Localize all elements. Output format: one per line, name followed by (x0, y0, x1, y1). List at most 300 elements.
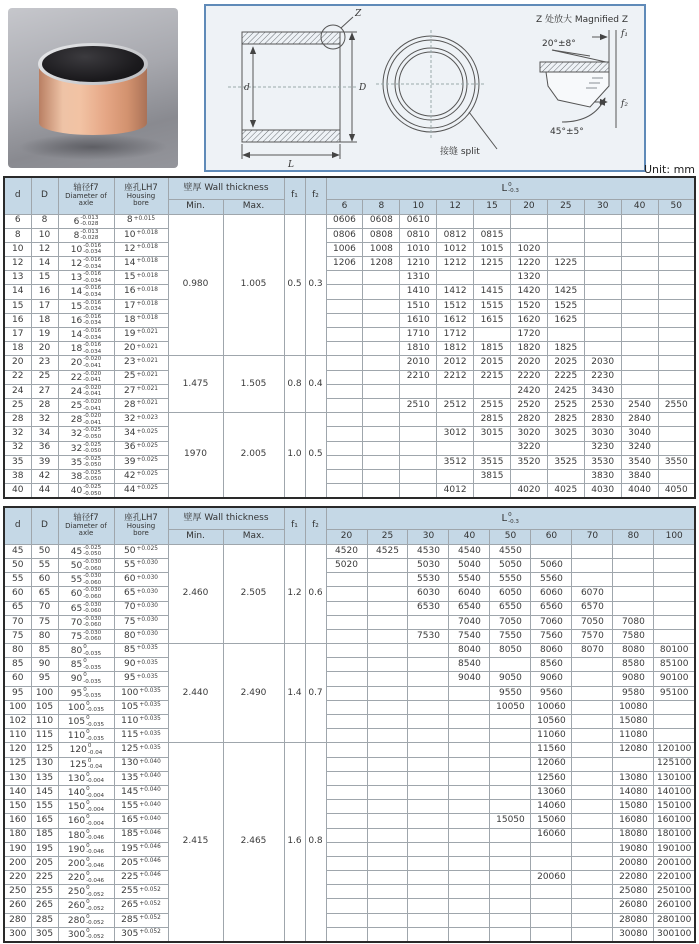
cell-length-code: 7080 (613, 615, 654, 629)
table-row (4, 871, 695, 885)
cell-length-code (547, 271, 584, 285)
col-header-min: Min. (168, 199, 223, 214)
cell-length-code (531, 927, 572, 942)
cell-bore (114, 469, 168, 483)
cell-length-code (326, 828, 367, 842)
tolerance-stack (86, 928, 104, 941)
bore-tolerance: +0.030 (136, 617, 158, 624)
cell-d: 40 (4, 484, 31, 499)
tolerance-upper: 0 (86, 885, 90, 892)
axle-value: 250 (67, 887, 86, 898)
cell-length-code: 3040 (621, 427, 658, 441)
tolerance-stack (83, 314, 101, 327)
cell-length-code (449, 800, 490, 814)
cell-length-code: 6060 (531, 587, 572, 601)
cell-length-code (490, 885, 531, 899)
col-header-length: 40 (621, 199, 658, 214)
cell-bore (114, 686, 168, 700)
cell-length-code: 180100 (654, 828, 695, 842)
cell-length-code (437, 441, 474, 455)
table-row (4, 242, 695, 256)
cell-length-code: 220100 (654, 871, 695, 885)
cell-length-code: 7060 (531, 615, 572, 629)
cell-f1: 1.6 (284, 743, 305, 942)
tolerance-upper: 0 (86, 785, 90, 792)
tolerance-lower: -0.004 (86, 806, 105, 813)
cell-length-code (367, 615, 408, 629)
cell-length-code: 1006 (326, 242, 363, 256)
bore-value: 110 (121, 715, 139, 726)
table-row (4, 484, 695, 499)
cell-length-code (326, 785, 367, 799)
cell-bore (114, 842, 168, 856)
cell-d: 15 (4, 299, 31, 313)
table-row (4, 455, 695, 469)
bore-tolerance: +0.052 (139, 929, 161, 936)
cell-length-code (367, 658, 408, 672)
cell-D: 85 (31, 644, 58, 658)
table-row (4, 729, 695, 743)
cell-length-code (613, 601, 654, 615)
cell-length-code (531, 899, 572, 913)
cell-length-code: 0608 (363, 214, 400, 228)
dim-label-D: D (359, 83, 367, 93)
cell-length-code: 3550 (658, 455, 695, 469)
cell-length-code: 1620 (510, 313, 547, 327)
cell-length-code: 1612 (437, 313, 474, 327)
tolerance-lower: -0.052 (86, 920, 105, 927)
cell-length-code (490, 658, 531, 672)
cell-axle (58, 370, 114, 384)
bore-value: 75 (124, 616, 136, 627)
cell-length-code: 5530 (408, 573, 449, 587)
cell-length-code (531, 856, 572, 870)
cell-length-code (363, 455, 400, 469)
cell-length-code (490, 715, 531, 729)
tolerance-upper: 0 (83, 644, 87, 651)
cell-length-code (572, 842, 613, 856)
cell-bore (114, 285, 168, 299)
tolerance-upper: -0.013 (80, 214, 99, 221)
bore-value: 42 (124, 470, 136, 481)
cell-length-code (326, 427, 363, 441)
cell-axle (58, 356, 114, 370)
header-line: axle (78, 529, 94, 538)
cell-length-code (572, 856, 613, 870)
cell-length-code: 1215 (474, 257, 511, 271)
table-row (4, 771, 695, 785)
cell-bore (114, 785, 168, 799)
cell-wall-min: 1.475 (168, 356, 223, 413)
cell-D: 10 (31, 228, 58, 242)
header-row-1 (4, 507, 695, 529)
cell-bore (114, 342, 168, 356)
cell-D: 14 (31, 257, 58, 271)
tolerance-stack (83, 413, 101, 426)
header-line: Diameter of (65, 522, 107, 531)
cell-length-code: 7580 (613, 629, 654, 643)
bore-value: 19 (124, 328, 136, 339)
cell-length-code (326, 413, 363, 427)
cell-length-code: 3015 (474, 427, 511, 441)
cell-length-code (326, 398, 363, 412)
cell-length-code (367, 856, 408, 870)
cell-length-code (584, 299, 621, 313)
cell-length-code (400, 384, 437, 398)
axle-value: 220 (67, 873, 86, 884)
tolerance-upper: 0 (86, 800, 90, 807)
cell-length-code: 2025 (547, 356, 584, 370)
cell-length-code: 85100 (654, 658, 695, 672)
bore-tolerance: +0.035 (136, 673, 158, 680)
table-body (4, 214, 695, 498)
cell-length-code: 15060 (531, 814, 572, 828)
cell-length-code (449, 686, 490, 700)
table-row (4, 800, 695, 814)
magnified-z-title: Z 处放大 Magnified Z (536, 15, 629, 25)
cell-bore (114, 558, 168, 572)
header-line: 轴径f7 (73, 182, 99, 193)
tolerance-stack (508, 182, 519, 195)
cell-length-code (474, 384, 511, 398)
cell-length-code: 1210 (400, 257, 437, 271)
cell-length-code (367, 672, 408, 686)
bushing-bore (42, 46, 144, 82)
tolerance-stack (83, 644, 101, 657)
cell-axle (58, 644, 114, 658)
cell-length-code: 300100 (654, 927, 695, 942)
tolerance-lower: -0.3 (508, 518, 519, 525)
cell-length-code (572, 899, 613, 913)
tolerance-upper: 0 (86, 842, 90, 849)
cell-length-code: 1206 (326, 257, 363, 271)
bore-value: 32 (124, 414, 136, 424)
cell-length-code: 4540 (449, 544, 490, 558)
cell-axle (58, 228, 114, 242)
bore-tolerance: +0.030 (136, 631, 158, 638)
header-line: 座孔LH7 (124, 513, 158, 524)
tolerance-lower: -0.034 (83, 263, 102, 270)
cell-D: 36 (31, 441, 58, 455)
cell-bore (114, 328, 168, 342)
cell-length-code (584, 257, 621, 271)
cell-axle (58, 601, 114, 615)
bore-value: 125 (121, 744, 139, 755)
cell-length-code (584, 328, 621, 342)
cell-length-code (326, 629, 367, 643)
cell-length-code (654, 615, 695, 629)
bore-tolerance: +0.052 (139, 900, 161, 907)
bore-value: 25 (124, 371, 136, 382)
cell-bore (114, 700, 168, 714)
cell-bore (114, 356, 168, 370)
cell-length-code (367, 558, 408, 572)
cell-length-code: 4040 (621, 484, 658, 499)
cell-length-code (510, 214, 547, 228)
axle-value: 28 (70, 415, 83, 426)
cell-length-code (621, 356, 658, 370)
cell-length-code: 4020 (510, 484, 547, 499)
tolerance-upper: 0 (86, 771, 90, 778)
col-header-max: Max. (223, 529, 284, 544)
cell-axle (58, 285, 114, 299)
cell-length-code: 10080 (613, 700, 654, 714)
cell-length-code: 1815 (474, 342, 511, 356)
cell-length-code: 6540 (449, 601, 490, 615)
cell-D: 105 (31, 700, 58, 714)
table-row (4, 544, 695, 558)
cell-length-code: 2820 (510, 413, 547, 427)
cell-f2: 0.3 (305, 214, 326, 356)
cell-length-code (326, 757, 367, 771)
cell-axle (58, 927, 114, 942)
cell-length-code (547, 328, 584, 342)
tolerance-stack (86, 814, 104, 827)
cell-length-code (474, 214, 511, 228)
cell-length-code: 9040 (449, 672, 490, 686)
cell-length-code (572, 771, 613, 785)
cell-wall-max: 2.005 (223, 413, 284, 499)
angle-chamfer-label: 45°±5° (550, 127, 584, 137)
bore-tolerance: +0.040 (139, 801, 161, 808)
cell-length-code: 3220 (510, 441, 547, 455)
axle-value: 45 (70, 546, 83, 557)
col-header-D: D (31, 507, 58, 544)
cell-length-code: 16060 (531, 828, 572, 842)
cell-D: 125 (31, 743, 58, 757)
tolerance-lower: -0.060 (83, 593, 102, 600)
cell-length-code (326, 615, 367, 629)
cell-axle (58, 785, 114, 799)
cell-length-code (531, 842, 572, 856)
cell-axle (58, 658, 114, 672)
bore-value: 105 (121, 701, 139, 712)
cell-length-code (531, 913, 572, 927)
tolerance-upper: 0 (86, 913, 90, 920)
bore-tolerance: +0.025 (136, 546, 158, 553)
axle-value: 125 (69, 759, 87, 770)
cell-d: 95 (4, 686, 31, 700)
cell-length-code: 13060 (531, 785, 572, 799)
cell-axle (58, 484, 114, 499)
cell-length-code: 2815 (474, 413, 511, 427)
bore-value: 18 (124, 314, 136, 325)
cell-bore (114, 427, 168, 441)
cell-length-code (490, 856, 531, 870)
cell-axle (58, 899, 114, 913)
cell-length-code (449, 927, 490, 942)
cell-length-code: 2020 (510, 356, 547, 370)
cell-d: 32 (4, 441, 31, 455)
tolerance-lower: -0.060 (83, 579, 102, 586)
cell-length-code (584, 271, 621, 285)
col-header-length: 12 (437, 199, 474, 214)
tolerance-stack (88, 758, 102, 771)
tolerance-lower: -0.041 (83, 362, 102, 369)
tolerance-stack (83, 300, 101, 313)
tolerance-stack (86, 701, 104, 714)
cell-length-code: 2510 (400, 398, 437, 412)
cell-d: 16 (4, 313, 31, 327)
table-row (4, 785, 695, 799)
ring-view (376, 30, 497, 149)
axle-value: 80 (70, 646, 83, 657)
col-header-length: 25 (367, 529, 408, 544)
cell-length-code: 3525 (547, 455, 584, 469)
tolerance-stack (83, 285, 101, 298)
cell-length-code: 2012 (437, 356, 474, 370)
tolerance-stack (86, 829, 104, 842)
tolerance-upper: -0.025 (83, 544, 102, 551)
tolerance-upper: -0.025 (83, 441, 102, 448)
cell-length-code: 2015 (474, 356, 511, 370)
cell-D: 19 (31, 328, 58, 342)
cell-bore (114, 800, 168, 814)
cell-length-code (367, 757, 408, 771)
table-row (4, 644, 695, 658)
table-row (4, 427, 695, 441)
bore-value: 285 (121, 914, 139, 925)
cell-length-code (572, 743, 613, 757)
cell-length-code (408, 729, 449, 743)
cell-length-code (654, 544, 695, 558)
tolerance-upper: 0 (86, 729, 90, 736)
cell-axle (58, 913, 114, 927)
cell-length-code (326, 743, 367, 757)
cell-length-code (437, 214, 474, 228)
cell-length-code: 4030 (584, 484, 621, 499)
cell-length-code: 80100 (654, 644, 695, 658)
cell-length-code (572, 800, 613, 814)
cell-length-code: 1625 (547, 313, 584, 327)
cell-length-code (621, 299, 658, 313)
cell-bore (114, 370, 168, 384)
bore-tolerance: +0.046 (139, 858, 161, 865)
header-row-1 (4, 177, 695, 199)
cell-length-code (367, 573, 408, 587)
cell-length-code: 1208 (363, 257, 400, 271)
dim-label-Z: Z (355, 9, 362, 19)
table-row (4, 441, 695, 455)
cell-d: 35 (4, 455, 31, 469)
tolerance-lower: -0.3 (508, 188, 519, 195)
cell-length-code: 120100 (654, 743, 695, 757)
cell-length-code: 3512 (437, 455, 474, 469)
bore-tolerance: +0.035 (136, 645, 158, 652)
cell-length-code: 5060 (531, 558, 572, 572)
cell-length-code (408, 913, 449, 927)
cell-f2: 0.8 (305, 743, 326, 942)
axle-value: 50 (70, 561, 83, 572)
cell-length-code (490, 743, 531, 757)
cell-length-code: 8080 (613, 644, 654, 658)
tolerance-stack (83, 243, 101, 256)
cell-D: 70 (31, 601, 58, 615)
col-header-length: 50 (658, 199, 695, 214)
cell-length-code (408, 800, 449, 814)
cell-length-code (572, 544, 613, 558)
bore-value: 255 (121, 886, 139, 897)
tolerance-upper: 0 (86, 715, 90, 721)
cell-length-code: 1410 (400, 285, 437, 299)
cell-length-code (654, 729, 695, 743)
cell-length-code: 1712 (437, 328, 474, 342)
bore-tolerance: +0.040 (139, 758, 161, 765)
table-row (4, 413, 695, 427)
cell-length-code: 1012 (437, 242, 474, 256)
cell-axle (58, 257, 114, 271)
bore-value: 55 (124, 559, 136, 570)
cell-length-code: 8050 (490, 644, 531, 658)
cell-length-code (408, 743, 449, 757)
cell-length-code: 25080 (613, 885, 654, 899)
cell-D: 65 (31, 587, 58, 601)
cell-D: 16 (31, 285, 58, 299)
tolerance-stack (86, 786, 104, 799)
tolerance-upper: 0 (87, 757, 92, 764)
cell-length-code (613, 757, 654, 771)
cell-length-code (326, 885, 367, 899)
table-row (4, 686, 695, 700)
cell-length-code (613, 544, 654, 558)
cell-length-code: 11060 (531, 729, 572, 743)
tolerance-lower: -0.050 (83, 490, 102, 497)
cell-length-code (363, 328, 400, 342)
cell-length-code (367, 871, 408, 885)
cell-length-code (449, 757, 490, 771)
cell-length-code: 1015 (474, 242, 511, 256)
bore-value: 12 (124, 243, 136, 254)
axle-value: 95 (70, 688, 83, 699)
table-header (4, 507, 695, 544)
cell-length-code (326, 913, 367, 927)
cell-wall-max: 2.465 (223, 743, 284, 942)
table-large-wrap (0, 506, 699, 943)
cell-length-code (474, 484, 511, 499)
cell-D: 115 (31, 729, 58, 743)
cell-D: 32 (31, 413, 58, 427)
col-header-d: d (4, 177, 31, 214)
cell-d: 150 (4, 800, 31, 814)
cell-bore (114, 544, 168, 558)
tolerance-lower: -0.060 (83, 565, 102, 572)
bore-value: 28 (124, 399, 136, 410)
cell-length-code (367, 686, 408, 700)
bore-tolerance: +0.035 (139, 716, 161, 723)
bore-value: 145 (121, 786, 139, 797)
cell-length-code (367, 715, 408, 729)
cell-bore (114, 384, 168, 398)
bore-tolerance: +0.035 (139, 744, 161, 751)
cell-length-code: 1710 (400, 328, 437, 342)
tolerance-stack (83, 371, 101, 384)
cell-length-code (490, 913, 531, 927)
bore-value: 165 (121, 815, 139, 826)
cell-length-code: 150100 (654, 800, 695, 814)
table-row (4, 842, 695, 856)
col-header-wall: 壁厚 Wall thickness (168, 177, 284, 199)
axle-value: 75 (70, 631, 83, 642)
tolerance-upper: 0 (86, 700, 90, 707)
technical-drawing (204, 4, 646, 172)
cell-bore (114, 644, 168, 658)
cell-bore (114, 228, 168, 242)
cell-length-code (326, 313, 363, 327)
cell-d: 22 (4, 370, 31, 384)
cell-wall-min: 1970 (168, 413, 223, 499)
bore-tolerance: +0.021 (136, 386, 158, 393)
bore-tolerance: +0.018 (136, 315, 158, 322)
